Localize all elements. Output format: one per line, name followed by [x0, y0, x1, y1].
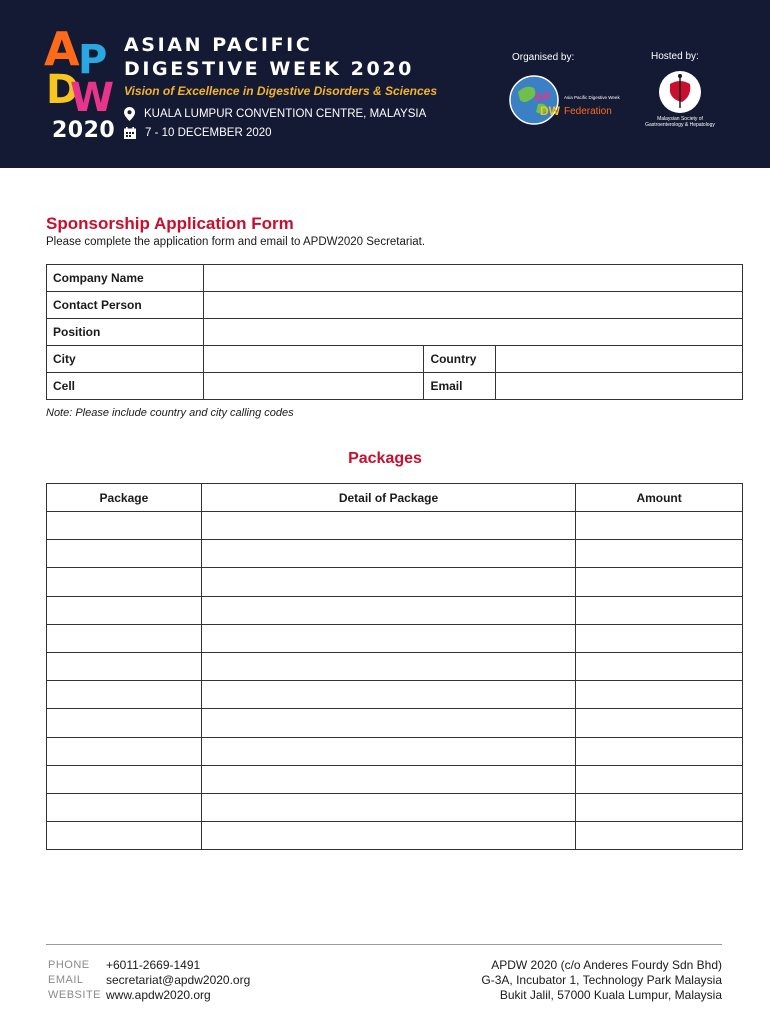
amount-cell[interactable]: [576, 512, 743, 540]
logo-year: 2020: [52, 118, 116, 143]
detail-cell[interactable]: [201, 652, 575, 680]
package-row: [47, 765, 743, 793]
package-cell[interactable]: [47, 512, 202, 540]
package-row: [47, 512, 743, 540]
dates-text: 7 - 10 DECEMBER 2020: [145, 127, 272, 139]
msgh-logo: [640, 70, 720, 134]
dates-row: [124, 127, 272, 139]
logo-letter-p: P: [78, 37, 108, 83]
email-field[interactable]: [496, 373, 743, 400]
detail-cell[interactable]: [201, 568, 575, 596]
venue-row: [124, 107, 426, 121]
position-label: Position: [47, 319, 204, 346]
cell-label: Cell: [47, 373, 204, 400]
host-name-line1: Malaysian Society of: [657, 116, 703, 122]
package-row: [47, 624, 743, 652]
event-title-line1: ASIAN PACIFIC: [124, 34, 313, 56]
cell-field[interactable]: [203, 373, 424, 400]
fed-name-small: Asia Pacific Digestive Week: [564, 95, 620, 100]
packages-title: Packages: [348, 450, 422, 467]
calling-codes-note: Note: Please include country and city calling codes: [46, 407, 294, 419]
logo-letter-w: W: [70, 75, 115, 121]
logo-letter-d: D: [46, 67, 80, 113]
amount-cell[interactable]: [576, 568, 743, 596]
detail-cell[interactable]: [201, 624, 575, 652]
event-title-line2: DIGESTIVE WEEK 2020: [124, 58, 414, 80]
package-cell[interactable]: [47, 568, 202, 596]
footer-email-row: [48, 973, 250, 988]
amount-cell[interactable]: [576, 540, 743, 568]
package-row: [47, 652, 743, 680]
package-cell[interactable]: [47, 596, 202, 624]
email-label: Email: [424, 373, 496, 400]
company-name-field[interactable]: [203, 265, 742, 292]
package-row: [47, 709, 743, 737]
amount-column-header: Amount: [576, 484, 743, 512]
package-cell[interactable]: [47, 681, 202, 709]
form-instructions: Please complete the application form and email to APDW2020 Secretariat.: [46, 236, 426, 248]
logo-letter-a: A: [44, 22, 80, 76]
amount-cell[interactable]: [576, 765, 743, 793]
event-tagline: Vision of Excellence in Digestive Disorders & Sciences: [124, 84, 438, 98]
detail-cell[interactable]: [201, 737, 575, 765]
amount-cell[interactable]: [576, 822, 743, 850]
package-cell[interactable]: [47, 793, 202, 821]
host-name-line2: Gastroenterology & Hepatology: [645, 122, 715, 128]
detail-cell[interactable]: [201, 709, 575, 737]
amount-cell[interactable]: [576, 737, 743, 765]
footer-contact: [48, 958, 250, 1003]
city-country-row: [47, 346, 743, 373]
cell-email-row: [47, 373, 743, 400]
footer-website-row: [48, 988, 250, 1003]
footer-phone-row: [48, 958, 250, 973]
package-cell[interactable]: [47, 624, 202, 652]
contact-person-field[interactable]: [203, 292, 742, 319]
packages-table: [46, 483, 743, 850]
detail-cell[interactable]: [201, 793, 575, 821]
contact-details-table: [46, 264, 743, 400]
country-field[interactable]: [496, 346, 743, 373]
package-cell[interactable]: [47, 737, 202, 765]
package-row: [47, 793, 743, 821]
amount-cell[interactable]: [576, 709, 743, 737]
detail-cell[interactable]: [201, 540, 575, 568]
amount-cell[interactable]: [576, 624, 743, 652]
detail-cell[interactable]: [201, 822, 575, 850]
form-title: Sponsorship Application Form: [46, 214, 294, 233]
amount-cell[interactable]: [576, 681, 743, 709]
position-row: [47, 319, 743, 346]
calendar-icon: [124, 127, 136, 139]
footer-address: [481, 958, 722, 1003]
package-cell[interactable]: [47, 652, 202, 680]
detail-cell[interactable]: [201, 681, 575, 709]
package-cell[interactable]: [47, 765, 202, 793]
email-footer-label: EMAIL: [48, 974, 84, 986]
detail-cell[interactable]: [201, 512, 575, 540]
website-value[interactable]: www.apdw2020.org: [106, 988, 211, 1002]
address-line1: APDW 2020 (c/o Anderes Fourdy Sdn Bhd): [491, 958, 722, 972]
email-value[interactable]: secretariat@apdw2020.org: [106, 973, 251, 987]
detail-column-header: Detail of Package: [201, 484, 575, 512]
venue-text: KUALA LUMPUR CONVENTION CENTRE, MALAYSIA: [144, 108, 427, 120]
fed-name: Federation: [564, 106, 612, 117]
detail-cell[interactable]: [201, 596, 575, 624]
package-row: [47, 681, 743, 709]
position-field[interactable]: [203, 319, 742, 346]
packages-body: [47, 512, 743, 850]
location-pin-icon: [124, 107, 135, 121]
company-name-row: [47, 265, 743, 292]
address-line3: Bukit Jalil, 57000 Kuala Lumpur, Malaysia: [499, 988, 722, 1002]
package-row: [47, 737, 743, 765]
phone-value: +6011-2669-1491: [106, 958, 201, 972]
city-label: City: [47, 346, 204, 373]
detail-cell[interactable]: [201, 765, 575, 793]
society-crest-icon: [658, 70, 702, 114]
contact-person-row: [47, 292, 743, 319]
package-column-header: Package: [47, 484, 202, 512]
amount-cell[interactable]: [576, 596, 743, 624]
package-row: [47, 596, 743, 624]
package-row: [47, 540, 743, 568]
fed-logo-ap: AP: [534, 90, 551, 104]
amount-cell[interactable]: [576, 793, 743, 821]
company-name-label: Company Name: [47, 265, 204, 292]
packages-header-row: [47, 484, 743, 512]
footer-divider: [46, 944, 722, 945]
apdw-logo: [44, 22, 116, 146]
host-name: [634, 116, 726, 128]
package-row: [47, 822, 743, 850]
phone-label: PHONE: [48, 959, 90, 971]
header-banner: [0, 0, 770, 168]
country-label: Country: [424, 346, 496, 373]
amount-cell[interactable]: [576, 652, 743, 680]
package-row: [47, 568, 743, 596]
website-label: WEBSITE: [48, 989, 102, 1001]
hosted-by-label: Hosted by:: [651, 51, 699, 62]
fed-logo-dw: DW: [540, 104, 560, 118]
package-cell[interactable]: [47, 822, 202, 850]
package-cell[interactable]: [47, 540, 202, 568]
package-cell[interactable]: [47, 709, 202, 737]
contact-person-label: Contact Person: [47, 292, 204, 319]
city-field[interactable]: [203, 346, 424, 373]
address-line2: G-3A, Incubator 1, Technology Park Malaysia: [481, 973, 722, 987]
apdw-federation-logo: [508, 74, 628, 126]
organised-by-label: Organised by:: [512, 52, 575, 63]
event-title: [124, 33, 414, 81]
